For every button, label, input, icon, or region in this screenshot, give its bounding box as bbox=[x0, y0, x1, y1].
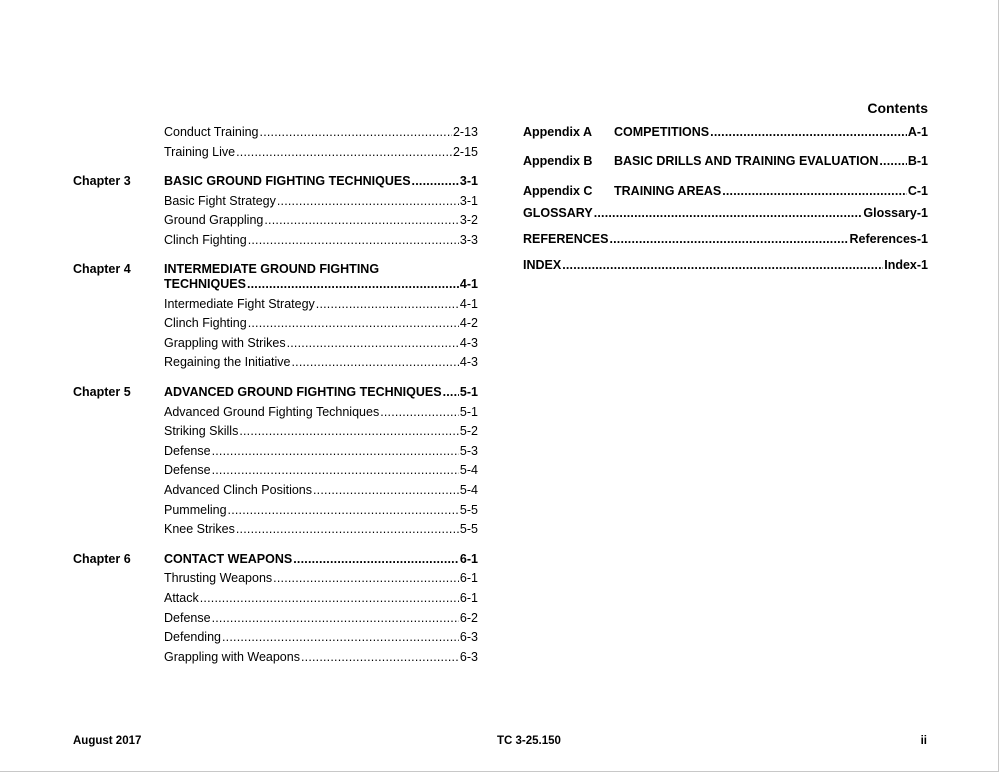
toc-entry-page: 4-1 bbox=[459, 297, 478, 311]
toc-entry[interactable] bbox=[164, 482, 478, 498]
chapter-label: Chapter 4 bbox=[73, 262, 131, 276]
appendix-page: B-1 bbox=[907, 154, 928, 168]
toc-entry-text: Clinch Fighting bbox=[164, 316, 247, 330]
page-title: Contents bbox=[867, 100, 928, 116]
chapter-page: 5-1 bbox=[459, 385, 478, 399]
glossary-entry[interactable] bbox=[523, 205, 928, 221]
toc-entry-page: 6-1 bbox=[459, 571, 478, 585]
toc-entry[interactable] bbox=[164, 232, 478, 248]
toc-entry[interactable] bbox=[164, 590, 478, 606]
dot-leader bbox=[212, 462, 459, 478]
back-matter-title: REFERENCES bbox=[523, 232, 609, 246]
toc-entry-page: 5-4 bbox=[459, 483, 478, 497]
dot-leader bbox=[710, 124, 907, 140]
toc-entry[interactable] bbox=[164, 124, 478, 140]
toc-entry-text: Defense bbox=[164, 611, 211, 625]
toc-entry-page: 3-2 bbox=[459, 213, 478, 227]
references-entry[interactable] bbox=[523, 231, 928, 247]
dot-leader bbox=[248, 232, 459, 248]
toc-entry[interactable] bbox=[164, 610, 478, 626]
dot-leader bbox=[594, 205, 863, 221]
dot-leader bbox=[239, 423, 459, 439]
chapter-label: Chapter 3 bbox=[73, 174, 131, 188]
appendix-heading[interactable] bbox=[614, 124, 928, 140]
toc-entry-page: 3-1 bbox=[459, 194, 478, 208]
toc-entry-page: 6-2 bbox=[459, 611, 478, 625]
appendix-label: Appendix C bbox=[523, 184, 593, 198]
dot-leader bbox=[236, 521, 459, 537]
toc-entry-page: 3-3 bbox=[459, 233, 478, 247]
toc-entry-text: Striking Skills bbox=[164, 424, 239, 438]
toc-entry[interactable] bbox=[164, 443, 478, 459]
chapter-heading[interactable] bbox=[164, 276, 478, 292]
toc-entry-text: Basic Fight Strategy bbox=[164, 194, 276, 208]
appendix-heading[interactable] bbox=[614, 183, 928, 199]
dot-leader bbox=[287, 335, 459, 351]
chapter-title: ADVANCED GROUND FIGHTING TECHNIQUES bbox=[164, 385, 442, 399]
toc-entry-page: 5-1 bbox=[459, 405, 478, 419]
toc-entry-text: Conduct Training bbox=[164, 125, 259, 139]
dot-leader bbox=[273, 570, 459, 586]
appendix-page: A-1 bbox=[907, 125, 928, 139]
toc-entry[interactable] bbox=[164, 144, 478, 160]
toc-entry-page: 5-5 bbox=[459, 522, 478, 536]
toc-entry[interactable] bbox=[164, 570, 478, 586]
dot-leader bbox=[412, 173, 459, 189]
toc-entry-page: 5-3 bbox=[459, 444, 478, 458]
chapter-label: Chapter 5 bbox=[73, 385, 131, 399]
toc-entry[interactable] bbox=[164, 335, 478, 351]
toc-entry-text: Advanced Ground Fighting Techniques bbox=[164, 405, 380, 419]
appendix-title: COMPETITIONS bbox=[614, 125, 710, 139]
toc-entry-text: Thrusting Weapons bbox=[164, 571, 273, 585]
dot-leader bbox=[562, 257, 883, 273]
dot-leader bbox=[200, 590, 459, 606]
dot-leader bbox=[264, 212, 459, 228]
toc-entry-text: Grappling with Weapons bbox=[164, 650, 300, 664]
appendix-heading[interactable] bbox=[614, 153, 928, 169]
dot-leader bbox=[316, 296, 459, 312]
dot-leader bbox=[277, 193, 459, 209]
dot-leader bbox=[291, 354, 458, 370]
toc-entry[interactable] bbox=[164, 502, 478, 518]
dot-leader bbox=[443, 384, 459, 400]
toc-entry-page: 5-2 bbox=[459, 424, 478, 438]
chapter-title: BASIC GROUND FIGHTING TECHNIQUES bbox=[164, 174, 411, 188]
appendix-label: Appendix B bbox=[523, 154, 593, 168]
toc-entry-text: Defense bbox=[164, 463, 211, 477]
toc-entry[interactable] bbox=[164, 521, 478, 537]
dot-leader bbox=[879, 153, 907, 169]
dot-leader bbox=[228, 502, 459, 518]
chapter-heading[interactable] bbox=[164, 173, 478, 189]
toc-entry-text: Defense bbox=[164, 444, 211, 458]
toc-entry[interactable] bbox=[164, 193, 478, 209]
toc-entry-text: Ground Grappling bbox=[164, 213, 264, 227]
chapter-page: 6-1 bbox=[459, 552, 478, 566]
toc-entry[interactable] bbox=[164, 423, 478, 439]
dot-leader bbox=[609, 231, 848, 247]
toc-entry[interactable] bbox=[164, 354, 478, 370]
back-matter-title: INDEX bbox=[523, 258, 562, 272]
footer-date: August 2017 bbox=[73, 735, 142, 747]
dot-leader bbox=[301, 649, 459, 665]
toc-entry-text: Advanced Clinch Positions bbox=[164, 483, 312, 497]
back-matter-title: GLOSSARY bbox=[523, 206, 593, 220]
toc-entry[interactable] bbox=[164, 296, 478, 312]
dot-leader bbox=[313, 482, 459, 498]
toc-entry[interactable] bbox=[164, 649, 478, 665]
toc-entry-text: Grappling with Strikes bbox=[164, 336, 286, 350]
toc-entry-page: 2-13 bbox=[452, 125, 478, 139]
appendix-title: BASIC DRILLS AND TRAINING EVALUATION bbox=[614, 154, 879, 168]
dot-leader bbox=[380, 404, 459, 420]
chapter-page: 4-1 bbox=[459, 277, 478, 291]
toc-entry-page: 2-15 bbox=[452, 145, 478, 159]
toc-entry-page: 6-1 bbox=[459, 591, 478, 605]
toc-entry[interactable] bbox=[164, 462, 478, 478]
appendix-title: TRAINING AREAS bbox=[614, 184, 722, 198]
dot-leader bbox=[260, 124, 452, 140]
chapter-heading[interactable] bbox=[164, 551, 478, 567]
toc-entry-text: Knee Strikes bbox=[164, 522, 235, 536]
toc-entry-page: 6-3 bbox=[459, 630, 478, 644]
back-matter-page: Index-1 bbox=[884, 258, 928, 272]
dot-leader bbox=[248, 315, 459, 331]
chapter-title-line1: INTERMEDIATE GROUND FIGHTING bbox=[164, 262, 380, 276]
toc-entry-text: Intermediate Fight Strategy bbox=[164, 297, 315, 311]
dot-leader bbox=[222, 629, 459, 645]
toc-entry-page: 4-3 bbox=[459, 355, 478, 369]
toc-entry-page: 5-5 bbox=[459, 503, 478, 517]
toc-entry[interactable] bbox=[164, 315, 478, 331]
chapter-page: 3-1 bbox=[459, 174, 478, 188]
toc-entry[interactable] bbox=[164, 629, 478, 645]
index-entry[interactable] bbox=[523, 257, 928, 273]
chapter-label: Chapter 6 bbox=[73, 552, 131, 566]
toc-entry-page: 6-3 bbox=[459, 650, 478, 664]
toc-entry[interactable] bbox=[164, 212, 478, 228]
toc-entry-text: Defending bbox=[164, 630, 221, 644]
chapter-title: TECHNIQUES bbox=[164, 277, 246, 291]
toc-entry-text: Pummeling bbox=[164, 503, 227, 517]
back-matter-page: References-1 bbox=[849, 232, 928, 246]
dot-leader bbox=[236, 144, 452, 160]
toc-entry-text: Regaining the Initiative bbox=[164, 355, 291, 369]
toc-entry-page: 5-4 bbox=[459, 463, 478, 477]
dot-leader bbox=[212, 610, 459, 626]
chapter-heading[interactable] bbox=[164, 384, 478, 400]
toc-entry-text: Attack bbox=[164, 591, 199, 605]
dot-leader bbox=[247, 276, 459, 292]
toc-entry-page: 4-3 bbox=[459, 336, 478, 350]
footer-page-number: ii bbox=[920, 735, 927, 747]
footer-doc-id: TC 3-25.150 bbox=[497, 735, 561, 747]
toc-entry-text: Training Live bbox=[164, 145, 236, 159]
toc-entry-text: Clinch Fighting bbox=[164, 233, 247, 247]
dot-leader bbox=[293, 551, 459, 567]
toc-entry-page: 4-2 bbox=[459, 316, 478, 330]
toc-entry[interactable] bbox=[164, 404, 478, 420]
dot-leader bbox=[722, 183, 907, 199]
dot-leader bbox=[212, 443, 459, 459]
appendix-page: C-1 bbox=[907, 184, 928, 198]
back-matter-page: Glossary-1 bbox=[863, 206, 928, 220]
chapter-title: CONTACT WEAPONS bbox=[164, 552, 293, 566]
appendix-label: Appendix A bbox=[523, 125, 592, 139]
